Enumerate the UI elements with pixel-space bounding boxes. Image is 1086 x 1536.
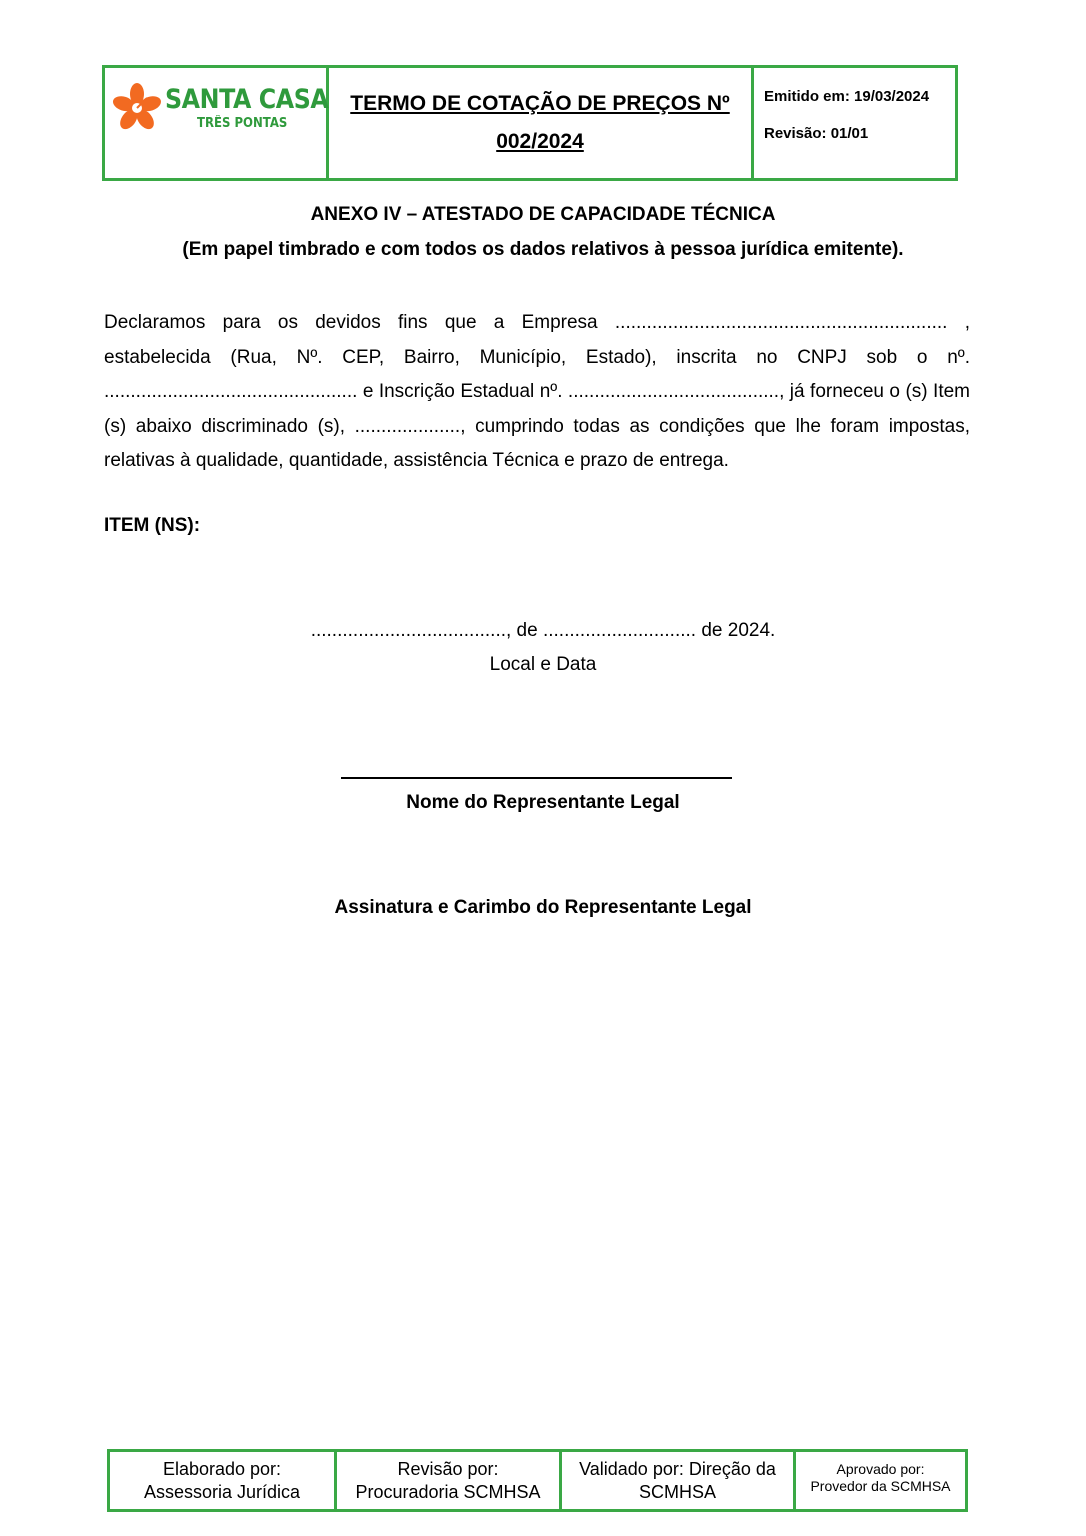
- declaration-paragraph: Declaramos para os devidos fins que a Empresa ............................................................... , estabelecida (Rua, Nº. CEP, Bairro, Município, Estado), inscrita no CNPJ sob o nº. ................................................ e Inscrição Estadual nº. ........................................, já forneceu o (s) Item (s) abaixo discriminado (s), ...................., cumprindo todas as condições que lhe foram impostas, relativas à qualidade, quantidade, assistência Técnica e prazo de entrega.: [104, 312, 970, 472]
- logo-cell: [105, 68, 329, 178]
- footer-validado-label: Validado por: Direção da: [579, 1458, 776, 1479]
- signature-line: [341, 777, 732, 779]
- footer-validado-value: SCMHSA: [638, 1481, 716, 1502]
- footer-revisao-value: Procuradoria SCMHSA: [355, 1481, 541, 1502]
- footer-revisao-label: Revisão por:: [397, 1458, 499, 1479]
- footer-aprovado: [793, 1452, 965, 1509]
- date-line: ....................................., de ............................. de 2024.: [310, 620, 776, 641]
- logo-title: SANTA CASA: [165, 84, 329, 115]
- issued-date: Emitido em: 19/03/2024: [764, 88, 930, 105]
- representative-name-label: Nome do Representante Legal: [406, 792, 680, 813]
- footer-elaborado: [110, 1452, 334, 1509]
- item-label: ITEM (NS):: [104, 515, 201, 536]
- footer-elaborado-value: Assessoria Jurídica: [143, 1481, 301, 1502]
- flower-icon: [111, 82, 163, 134]
- annex-title: ANEXO IV – ATESTADO DE CAPACIDADE TÉCNICA: [310, 204, 776, 225]
- footer-revisao: [334, 1452, 559, 1509]
- footer-aprovado-value: Provedor da SCMHSA: [810, 1477, 951, 1494]
- footer-validado: [559, 1452, 793, 1509]
- document-meta: [754, 68, 955, 178]
- header-table: [102, 65, 958, 181]
- revision: Revisão: 01/01: [764, 125, 869, 142]
- annex-subtitle: (Em papel timbrado e com todos os dados relativos à pessoa jurídica emitente).: [182, 239, 904, 260]
- local-date-label: Local e Data: [489, 654, 597, 675]
- footer-aprovado-label: Aprovado por:: [836, 1460, 925, 1477]
- signature-label: Assinatura e Carimbo do Representante Legal: [334, 897, 752, 918]
- logo-subtitle: TRÊS PONTAS: [197, 116, 288, 131]
- document-title: [329, 68, 754, 178]
- title-line-1: TERMO DE COTAÇÃO DE PREÇOS Nº: [350, 92, 730, 115]
- footer-elaborado-label: Elaborado por:: [162, 1458, 282, 1479]
- footer-table: [107, 1449, 968, 1512]
- title-line-2: 002/2024: [496, 130, 584, 153]
